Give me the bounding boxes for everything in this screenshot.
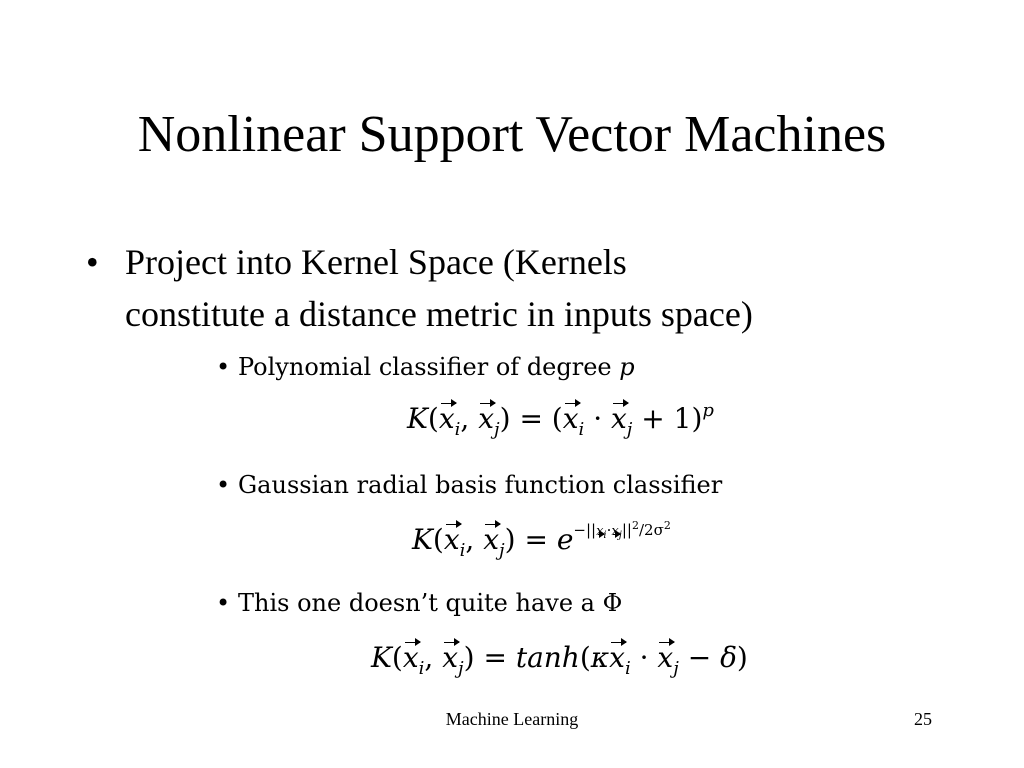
sub-bullet-marker: •	[216, 471, 231, 499]
footer-title: Machine Learning	[445, 709, 579, 729]
sub-bullet-polynomial	[216, 352, 635, 382]
sub-bullet-marker: •	[216, 589, 231, 617]
slide-title: Nonlinear Support Vector Machines	[137, 106, 887, 163]
formula-polynomial-kernel: $K(x_i$, $x_j) = (x_i \cdot x_j + 1)^p$	[407, 400, 714, 440]
formula-gaussian-kernel: $K(x_i$, $x_j) = e^{-||x_i\cdot x_j||^2/2\sigma^2}$	[412, 519, 671, 561]
sub-bullet-text: This one doesn’t quite have a Φ	[238, 589, 623, 617]
bullet-line-2: constitute a distance metric in inputs space)	[125, 294, 753, 334]
sub-bullet-marker: •	[216, 353, 231, 381]
page-number: 25	[914, 709, 932, 729]
formula-tanh-kernel: $K(x_i$, $x_j) = \tanh(\kappa x_i \cdot x_j - \delta)$	[371, 641, 748, 679]
bullet-text	[125, 236, 965, 340]
sub-bullet-gaussian	[216, 470, 722, 500]
bullet-line-1: Project into Kernel Space (Kernels	[125, 242, 627, 282]
sub-bullet-text: Polynomial classifier of degree	[238, 353, 620, 381]
sub-bullet-tanh	[216, 588, 622, 618]
sub-bullet-variable: p	[619, 353, 635, 381]
sub-bullet-text: Gaussian radial basis function classifier	[238, 471, 723, 499]
bullet-marker: •	[86, 242, 99, 282]
